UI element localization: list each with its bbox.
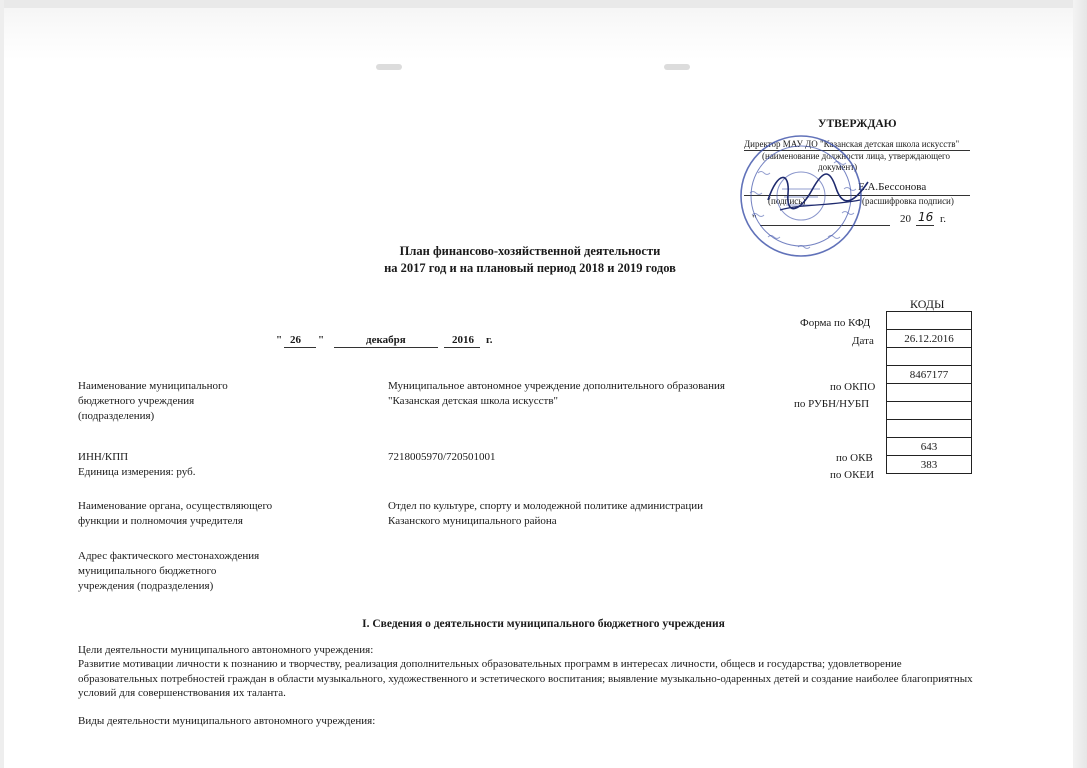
date-year: 2016	[452, 334, 474, 346]
organ-value-1: Отдел по культуре, спорту и молодежной политике администрации	[388, 500, 704, 512]
page-left-edge	[0, 0, 4, 768]
codes-label-okpo: по ОКПО	[830, 381, 876, 393]
codes-label-date: Дата	[852, 335, 874, 347]
name-label-2: бюджетного учреждения	[78, 395, 195, 407]
activities-label: Виды деятельности муниципального автономного учреждения:	[78, 715, 376, 727]
approval-heading: УТВЕРЖДАЮ	[818, 118, 897, 130]
code-rubn	[887, 384, 972, 402]
codes-label-rubn: по РУБН/НУБП	[794, 398, 870, 410]
code-empty-3	[887, 420, 972, 438]
approval-transcript-caption: (расшифровка подписи)	[862, 196, 954, 206]
code-okpo: 8467177	[887, 366, 972, 384]
organ-value-2: Казанского муниципального района	[388, 515, 557, 527]
name-value-2: "Казанская детская школа искусств"	[388, 395, 559, 407]
codes-label-okv: по ОКВ	[836, 452, 873, 464]
organ-label-1: Наименование органа, осуществляющего	[78, 500, 273, 512]
approval-date-year-prefix: 20	[900, 213, 911, 225]
address-label-1: Адрес фактического местонахождения	[78, 550, 260, 562]
approval-date-year-suffix: 16	[918, 210, 934, 224]
name-label-1: Наименование муниципального	[78, 380, 228, 392]
punch-hole-right	[664, 64, 690, 70]
codes-label-okei: по ОКЕИ	[830, 469, 875, 481]
unit-label: Единица измерения: руб.	[78, 466, 196, 478]
date-month: декабря	[366, 334, 406, 346]
approval-position: Директор МАУ ДО "Казанская детская школа искусств"	[744, 139, 960, 149]
code-form	[887, 312, 972, 330]
inn-value: 7218005970/720501001	[388, 451, 496, 463]
codes-header: КОДЫ	[910, 297, 945, 311]
address-label-3: учреждения (подразделения)	[78, 580, 214, 592]
punch-hole-left	[376, 64, 402, 70]
organ-label-2: функции и полномочия учредителя	[78, 515, 243, 527]
approval-position-caption-1: (наименование должности лица, утверждающего	[762, 151, 950, 161]
goals-text: Развитие мотивации личности к познанию и творчеству, реализация дополнительных образовательных программ в интересах личности, общесв и государства; удовлетворение образовательных потребностей граждан в области музыкального, художественного и эстетического воспитания; выявление музыкально-одаренных детей и создание наиболее благоприятных условий для совершенствования их таланта.	[78, 658, 973, 699]
goals-label: Цели деятельности муниципального автономного учреждения:	[78, 644, 374, 656]
approval-signer-name: Е.А.Бессонова	[858, 181, 927, 193]
code-empty-1	[887, 348, 972, 366]
page-right-edge	[1073, 0, 1087, 768]
date-suffix: г.	[486, 334, 493, 346]
date-month-line	[334, 347, 438, 348]
approval-date-suffix: г.	[940, 213, 947, 225]
code-okei: 383	[887, 456, 972, 474]
handwritten-signature	[760, 160, 880, 230]
date-year-line	[444, 347, 480, 348]
page-top-edge	[0, 0, 1087, 8]
inn-label: ИНН/КПП	[78, 451, 129, 463]
name-value-1: Муниципальное автономное учреждение дополнительного образования	[388, 380, 725, 392]
code-empty-2	[887, 402, 972, 420]
approval-year-line	[916, 225, 934, 226]
date-quote-close: "	[318, 334, 325, 346]
document-title-line-2: на 2017 год и на плановый период 2018 и 2019 годов	[384, 261, 676, 275]
code-okv: 643	[887, 438, 972, 456]
document-title-line-1: План финансово-хозяйственной деятельности	[399, 244, 661, 258]
approval-signature-caption: (подпись)	[768, 196, 806, 206]
section1-heading: I. Сведения о деятельности муниципального бюджетного учреждения	[362, 618, 725, 630]
codes-table	[886, 311, 972, 474]
date-quote-open: "	[276, 334, 283, 346]
address-label-2: муниципального бюджетного	[78, 565, 217, 577]
code-date: 26.12.2016	[887, 330, 972, 348]
date-day: 26	[290, 334, 301, 346]
date-day-line	[284, 347, 316, 348]
approval-position-caption-2: документ)	[818, 162, 858, 172]
codes-label-form: Форма по КФД	[800, 317, 871, 329]
name-label-3: (подразделения)	[78, 410, 155, 422]
approval-date-quote: "	[752, 213, 757, 225]
